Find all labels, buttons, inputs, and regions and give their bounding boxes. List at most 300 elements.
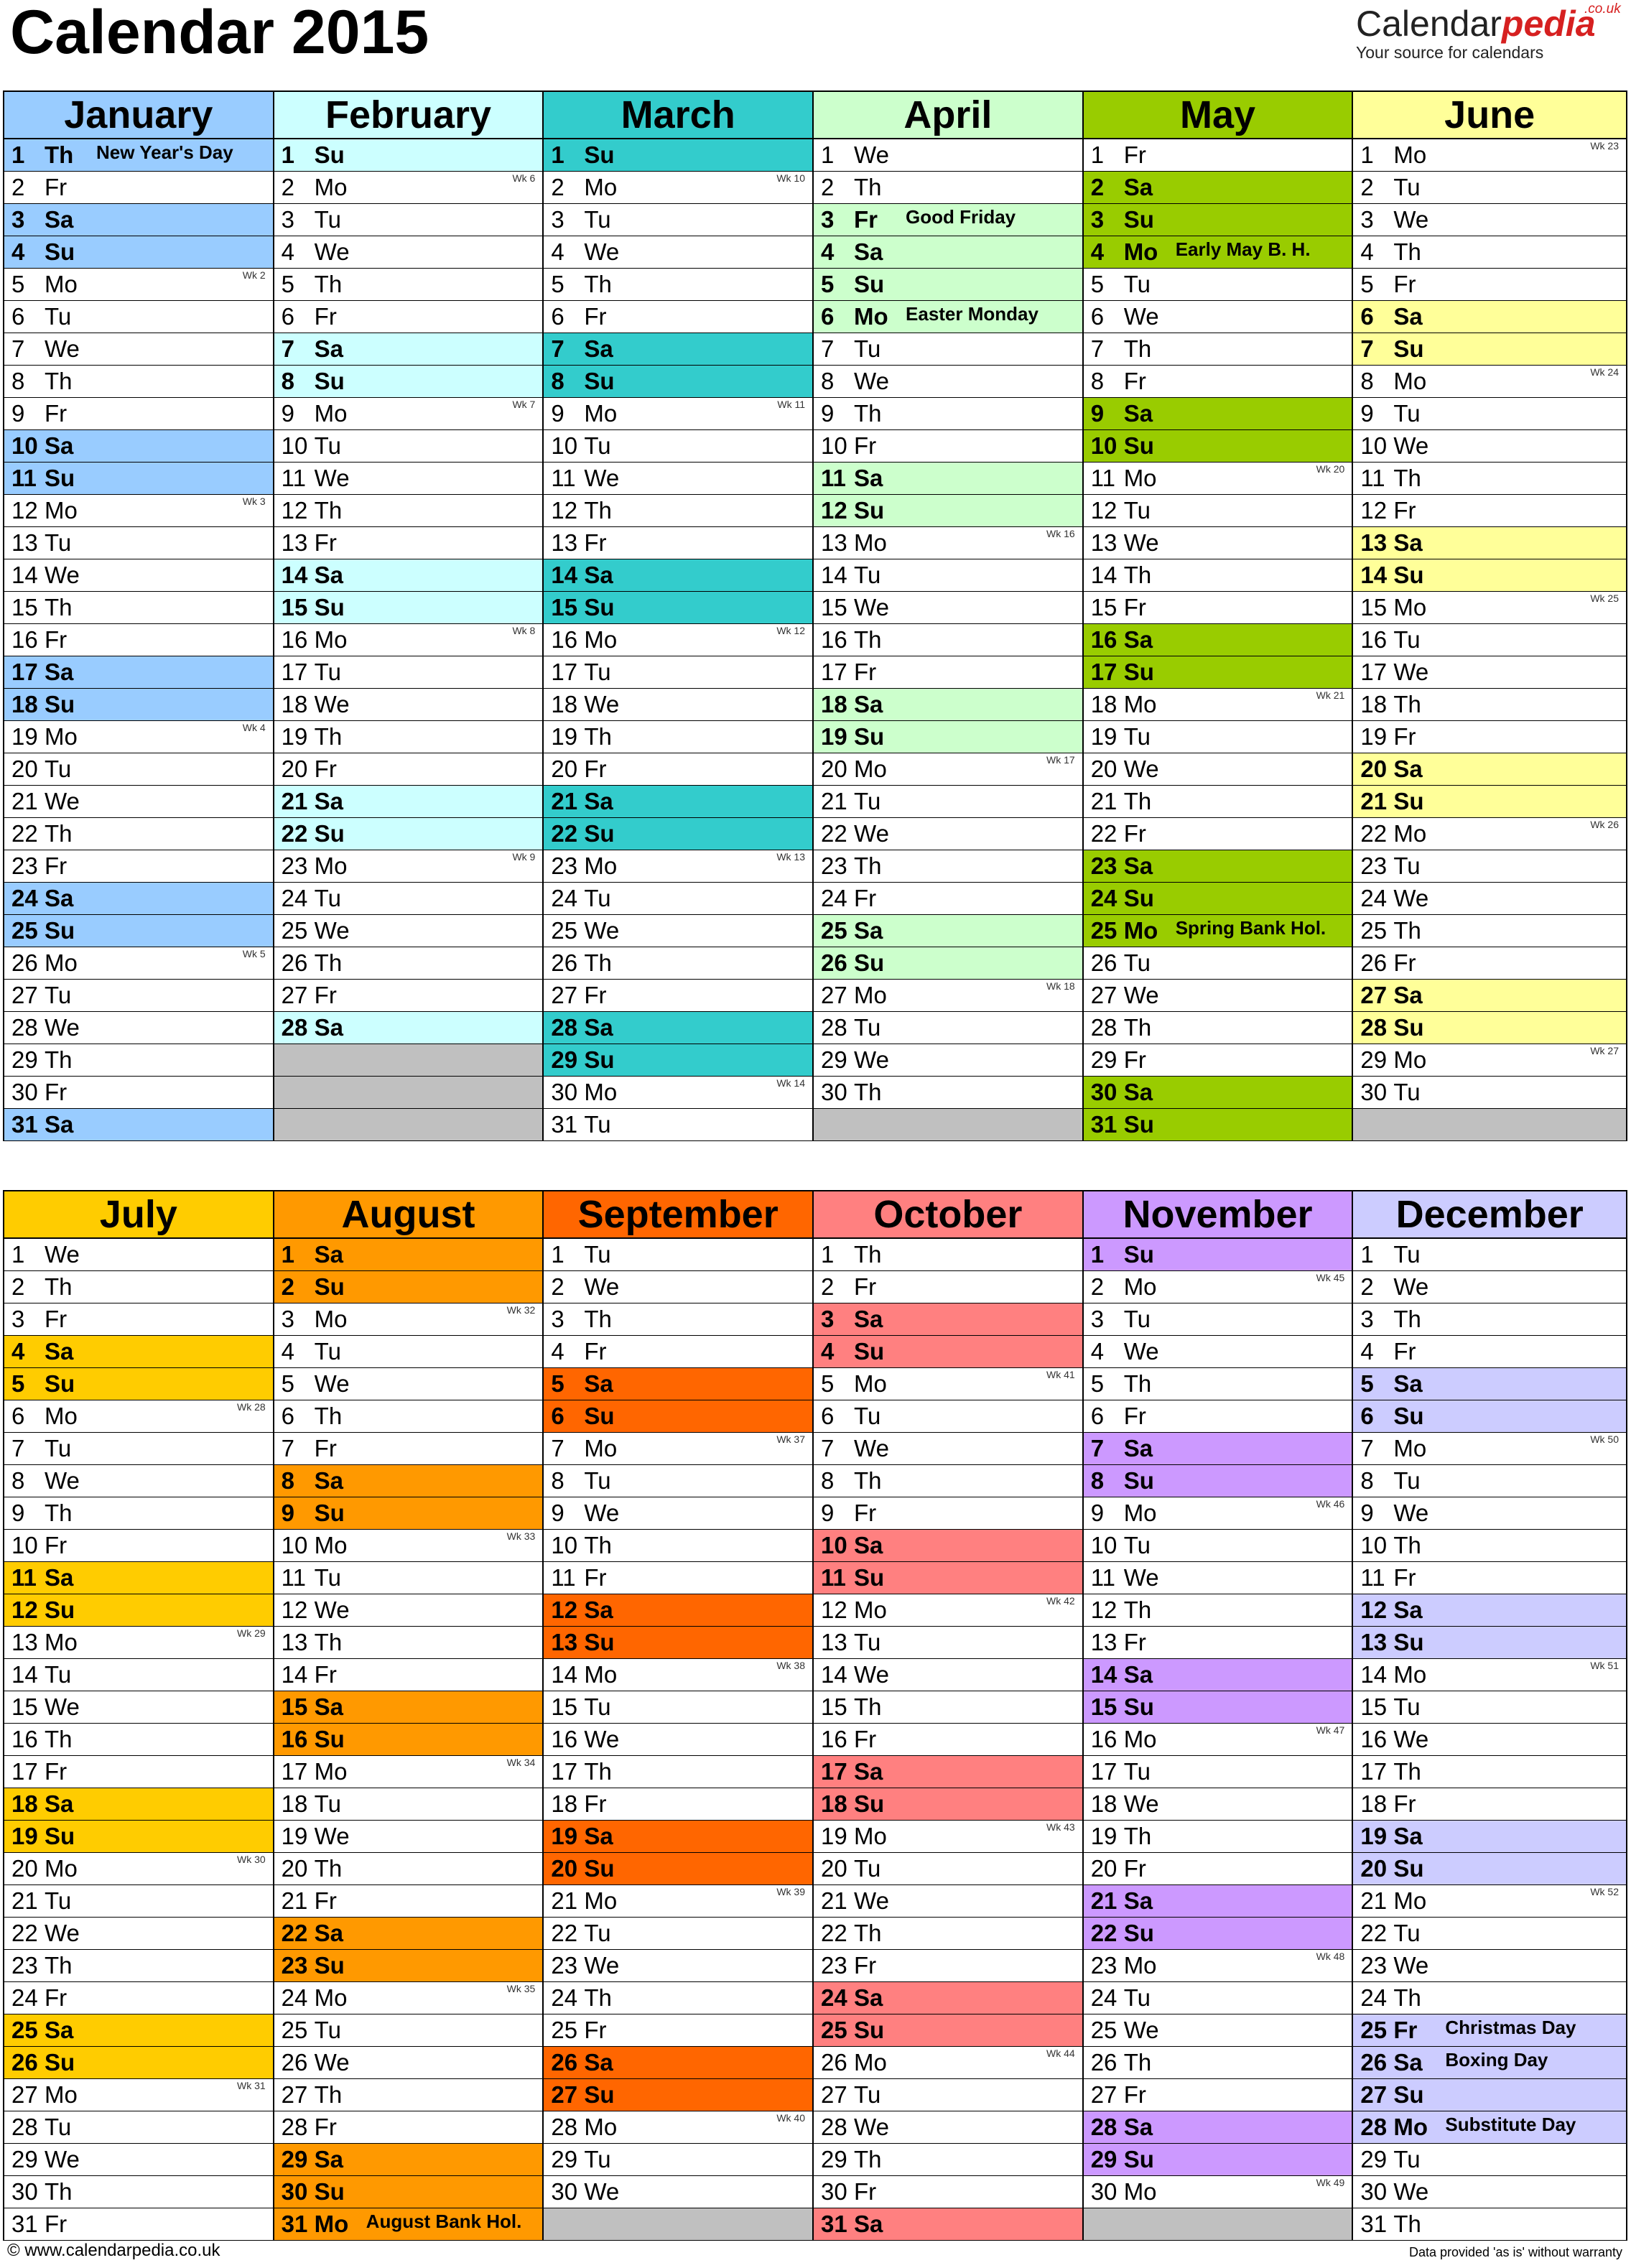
day-number: 12 bbox=[821, 1597, 847, 1623]
day-cell bbox=[1353, 2208, 1626, 2241]
day-number: 24 bbox=[1360, 1984, 1388, 2011]
day-name: We bbox=[45, 1920, 80, 1946]
day-name: Tu bbox=[1393, 1079, 1421, 1105]
day-cell bbox=[544, 980, 812, 1012]
weekend-day-cell bbox=[274, 2144, 543, 2176]
day-cell bbox=[1353, 172, 1626, 204]
day-number: 18 bbox=[1360, 691, 1388, 717]
day-name: Fr bbox=[1123, 1629, 1146, 1655]
day-cell bbox=[814, 430, 1082, 463]
day-cell bbox=[1353, 1950, 1626, 1982]
day-number: 13 bbox=[11, 529, 38, 556]
weekend-day-cell bbox=[814, 2014, 1082, 2047]
day-cell bbox=[274, 1627, 543, 1659]
day-cell bbox=[814, 1853, 1082, 1885]
week-number: Wk 32 bbox=[506, 1304, 536, 1316]
day-number: 7 bbox=[821, 335, 835, 362]
day-name: Su bbox=[584, 820, 615, 847]
day-name: Sa bbox=[1393, 1823, 1423, 1849]
day-name: Sa bbox=[584, 1370, 613, 1397]
day-name: Su bbox=[1123, 1467, 1154, 1494]
day-cell bbox=[1353, 1271, 1626, 1303]
day-name: Mo bbox=[1123, 917, 1158, 944]
day-name: Sa bbox=[854, 1984, 883, 2011]
holiday-day-cell bbox=[4, 139, 273, 172]
holiday-label: Substitute Day bbox=[1445, 2114, 1576, 2135]
week-number: Wk 48 bbox=[1316, 1951, 1345, 1962]
day-name: Sa bbox=[314, 335, 344, 362]
day-number: 17 bbox=[11, 1758, 38, 1785]
weekend-day-cell bbox=[274, 366, 543, 398]
day-name: Th bbox=[584, 723, 612, 750]
day-cell bbox=[1353, 269, 1626, 301]
day-name: Sa bbox=[314, 1693, 344, 1720]
day-number: 24 bbox=[1090, 1984, 1117, 2011]
day-cell bbox=[544, 1788, 812, 1821]
day-number: 6 bbox=[1360, 303, 1374, 330]
day-number: 20 bbox=[11, 1855, 38, 1882]
day-number: 16 bbox=[11, 626, 38, 653]
day-name: Tu bbox=[1123, 1984, 1151, 2011]
week-number: Wk 44 bbox=[1046, 2048, 1075, 2059]
day-number: 23 bbox=[821, 852, 847, 879]
day-number: 25 bbox=[281, 917, 308, 944]
day-number: 15 bbox=[821, 1693, 847, 1720]
day-number: 15 bbox=[821, 594, 847, 621]
day-number: 3 bbox=[821, 1306, 835, 1332]
day-name: Su bbox=[45, 1823, 75, 1849]
day-cell bbox=[1084, 1788, 1352, 1821]
day-cell bbox=[4, 2208, 273, 2241]
day-name: Tu bbox=[45, 756, 72, 782]
day-number: 4 bbox=[821, 238, 835, 265]
weekend-day-cell bbox=[544, 786, 812, 818]
day-name: Fr bbox=[854, 885, 877, 911]
day-number: 9 bbox=[1090, 1500, 1105, 1526]
weekend-day-cell bbox=[1353, 1627, 1626, 1659]
day-number: 20 bbox=[1090, 756, 1117, 782]
day-cell bbox=[274, 1562, 543, 1594]
weekend-day-cell bbox=[544, 139, 812, 172]
day-cell bbox=[544, 2176, 812, 2208]
day-number: 23 bbox=[821, 1952, 847, 1979]
day-name: Sa bbox=[314, 1920, 344, 1946]
week-number: Wk 18 bbox=[1046, 980, 1075, 992]
day-number: 28 bbox=[11, 1014, 38, 1041]
day-number: 18 bbox=[1360, 1790, 1388, 1817]
weekend-day-cell bbox=[274, 559, 543, 592]
day-name: Mo bbox=[584, 1887, 618, 1914]
day-name: Th bbox=[1123, 1370, 1152, 1397]
day-number: 1 bbox=[281, 141, 295, 168]
day-number: 20 bbox=[11, 756, 38, 782]
day-number: 14 bbox=[281, 1661, 308, 1688]
day-number: 30 bbox=[821, 2178, 847, 2205]
day-number: 13 bbox=[281, 529, 308, 556]
day-name: We bbox=[1123, 2017, 1159, 2043]
day-name: Tu bbox=[45, 1887, 72, 1914]
day-number: 27 bbox=[821, 2081, 847, 2108]
day-name: Su bbox=[584, 2081, 615, 2108]
day-name: We bbox=[314, 238, 350, 265]
day-number: 8 bbox=[1360, 368, 1374, 394]
day-number: 11 bbox=[11, 1564, 37, 1591]
day-number: 19 bbox=[821, 723, 847, 750]
day-number: 28 bbox=[281, 1014, 308, 1041]
holiday-day-cell bbox=[814, 204, 1082, 236]
day-number: 20 bbox=[1360, 1855, 1388, 1882]
day-cell bbox=[544, 236, 812, 269]
brand-name bbox=[1356, 6, 1622, 42]
day-number: 28 bbox=[1360, 1014, 1388, 1041]
week-number: Wk 29 bbox=[236, 1627, 266, 1639]
day-number: 13 bbox=[1090, 1629, 1117, 1655]
day-cell bbox=[814, 1627, 1082, 1659]
day-name: Sa bbox=[314, 562, 344, 588]
day-cell bbox=[1353, 139, 1626, 172]
day-number: 23 bbox=[1360, 852, 1388, 879]
weekend-day-cell bbox=[1353, 1012, 1626, 1044]
day-name: Fr bbox=[1393, 723, 1416, 750]
day-cell bbox=[544, 1465, 812, 1497]
day-number: 28 bbox=[821, 2114, 847, 2140]
day-cell bbox=[1084, 1982, 1352, 2014]
day-name: We bbox=[1123, 303, 1159, 330]
day-number: 4 bbox=[551, 1338, 564, 1365]
day-name: We bbox=[1393, 885, 1429, 911]
day-number: 27 bbox=[1360, 2081, 1388, 2108]
day-cell bbox=[1353, 1788, 1626, 1821]
day-number: 18 bbox=[821, 691, 847, 717]
day-cell bbox=[274, 656, 543, 689]
day-cell bbox=[814, 559, 1082, 592]
day-number: 29 bbox=[821, 2146, 847, 2172]
day-number: 30 bbox=[551, 2178, 578, 2205]
day-cell bbox=[274, 236, 543, 269]
day-name: We bbox=[584, 238, 620, 265]
day-name: Mo bbox=[45, 1855, 78, 1882]
day-cell bbox=[274, 204, 543, 236]
day-name: Th bbox=[1393, 917, 1421, 944]
day-cell bbox=[544, 753, 812, 786]
day-name: We bbox=[584, 1273, 620, 1300]
day-number: 31 bbox=[1090, 1111, 1117, 1138]
day-name: Th bbox=[45, 1273, 73, 1300]
day-name: We bbox=[1123, 1790, 1159, 1817]
day-number: 2 bbox=[821, 174, 835, 200]
day-name: Tu bbox=[1393, 174, 1421, 200]
day-name: Tu bbox=[1393, 2146, 1421, 2172]
day-number: 12 bbox=[821, 497, 847, 524]
day-number: 16 bbox=[281, 1726, 308, 1752]
day-number: 13 bbox=[281, 1629, 308, 1655]
day-cell bbox=[814, 1918, 1082, 1950]
day-number: 14 bbox=[1090, 1661, 1117, 1688]
day-number: 5 bbox=[281, 271, 295, 297]
day-number: 7 bbox=[281, 1435, 295, 1461]
weekend-day-cell bbox=[544, 1400, 812, 1433]
day-name: Th bbox=[45, 141, 74, 168]
day-number: 20 bbox=[1090, 1855, 1117, 1882]
day-number: 24 bbox=[11, 885, 38, 911]
day-name: Sa bbox=[314, 1014, 344, 1041]
day-name: Fr bbox=[45, 400, 68, 427]
week-number: Wk 40 bbox=[776, 2112, 806, 2124]
day-cell bbox=[544, 301, 812, 333]
day-cell bbox=[544, 689, 812, 721]
day-name: Th bbox=[854, 1920, 882, 1946]
day-number: 2 bbox=[821, 1273, 835, 1300]
day-cell bbox=[1084, 1627, 1352, 1659]
weekend-day-cell bbox=[4, 1368, 273, 1400]
day-name: Su bbox=[1393, 562, 1424, 588]
day-name: Tu bbox=[314, 2017, 341, 2043]
day-number: 30 bbox=[821, 1079, 847, 1105]
day-cell bbox=[4, 1627, 273, 1659]
day-name: Mo bbox=[584, 1661, 618, 1688]
day-number: 16 bbox=[1090, 626, 1117, 653]
day-name: Mo bbox=[1123, 1952, 1157, 1979]
day-cell bbox=[4, 1465, 273, 1497]
weekend-day-cell bbox=[1084, 1433, 1352, 1465]
day-name: Mo bbox=[1123, 1273, 1157, 1300]
day-number: 30 bbox=[1090, 2178, 1117, 2205]
day-cell bbox=[1353, 2176, 1626, 2208]
day-cell bbox=[1084, 1756, 1352, 1788]
day-number: 25 bbox=[821, 2017, 847, 2043]
day-name: Mo bbox=[1393, 1435, 1427, 1461]
day-number: 22 bbox=[551, 820, 578, 847]
day-number: 5 bbox=[1090, 271, 1105, 297]
day-number: 20 bbox=[551, 1855, 578, 1882]
day-cell bbox=[1084, 721, 1352, 753]
day-cell bbox=[1084, 1562, 1352, 1594]
day-cell bbox=[274, 172, 543, 204]
day-cell bbox=[4, 1271, 273, 1303]
day-cell bbox=[1353, 1497, 1626, 1530]
day-number: 30 bbox=[551, 1079, 578, 1105]
day-cell bbox=[274, 463, 543, 495]
day-cell bbox=[544, 172, 812, 204]
weekend-day-cell bbox=[1084, 2111, 1352, 2144]
day-name: We bbox=[314, 1370, 350, 1397]
day-cell bbox=[814, 883, 1082, 915]
day-name: Fr bbox=[854, 1273, 877, 1300]
day-number: 7 bbox=[1360, 335, 1374, 362]
day-cell bbox=[274, 2079, 543, 2111]
day-number: 20 bbox=[281, 1855, 308, 1882]
day-name: Tu bbox=[1123, 497, 1151, 524]
day-name: Th bbox=[854, 1467, 882, 1494]
weekend-day-cell bbox=[274, 1465, 543, 1497]
day-cell bbox=[1353, 818, 1626, 850]
day-name: Su bbox=[854, 1338, 885, 1365]
weekend-day-cell bbox=[544, 333, 812, 366]
day-cell bbox=[4, 1982, 273, 2014]
day-name: Mo bbox=[584, 174, 618, 200]
day-name: Sa bbox=[1123, 1435, 1153, 1461]
day-number: 17 bbox=[821, 1758, 847, 1785]
day-number: 24 bbox=[551, 1984, 578, 2011]
day-number: 28 bbox=[1090, 2114, 1117, 2140]
day-number: 8 bbox=[281, 1467, 295, 1494]
day-number: 10 bbox=[551, 1532, 578, 1558]
day-name: Sa bbox=[1393, 2049, 1423, 2076]
day-name: Tu bbox=[1393, 1920, 1421, 1946]
day-name: We bbox=[45, 1014, 80, 1041]
day-number: 21 bbox=[1360, 788, 1388, 814]
day-name: Fr bbox=[584, 2017, 607, 2043]
weekend-day-cell bbox=[544, 1853, 812, 1885]
day-name: Sa bbox=[45, 659, 74, 685]
day-number: 21 bbox=[1090, 788, 1117, 814]
day-cell bbox=[1084, 2014, 1352, 2047]
day-name: Th bbox=[1123, 562, 1152, 588]
day-cell bbox=[814, 2176, 1082, 2208]
day-number: 25 bbox=[551, 917, 578, 944]
day-name: Th bbox=[1123, 1823, 1152, 1849]
day-number: 24 bbox=[821, 1984, 847, 2011]
day-cell bbox=[1353, 398, 1626, 430]
day-number: 21 bbox=[1360, 1887, 1388, 1914]
week-number: Wk 10 bbox=[776, 172, 806, 184]
day-name: Su bbox=[314, 368, 345, 394]
day-number: 23 bbox=[281, 852, 308, 879]
day-name: We bbox=[1393, 2178, 1429, 2205]
day-number: 16 bbox=[11, 1726, 38, 1752]
day-name: Sa bbox=[1123, 2114, 1153, 2140]
day-name: Fr bbox=[45, 1079, 68, 1105]
day-name: Fr bbox=[314, 529, 337, 556]
day-number: 9 bbox=[821, 400, 835, 427]
day-cell bbox=[544, 1271, 812, 1303]
day-cell bbox=[274, 753, 543, 786]
day-name: Th bbox=[45, 368, 73, 394]
day-name: Sa bbox=[45, 206, 74, 233]
day-name: Sa bbox=[1123, 1661, 1153, 1688]
month-header: December bbox=[1353, 1190, 1626, 1239]
day-cell bbox=[4, 1659, 273, 1691]
weekend-day-cell bbox=[274, 1497, 543, 1530]
day-name: We bbox=[854, 141, 889, 168]
day-name: Th bbox=[314, 723, 343, 750]
weekend-day-cell bbox=[4, 2047, 273, 2079]
day-name: Fr bbox=[854, 2178, 877, 2205]
day-number: 4 bbox=[281, 1338, 295, 1365]
day-number: 29 bbox=[281, 2146, 308, 2172]
day-name: Th bbox=[584, 497, 612, 524]
weekend-day-cell bbox=[1084, 1659, 1352, 1691]
day-number: 21 bbox=[281, 1887, 308, 1914]
day-name: Th bbox=[584, 1984, 612, 2011]
day-name: Fr bbox=[1123, 1403, 1146, 1429]
day-number: 17 bbox=[11, 659, 38, 685]
day-cell bbox=[1084, 1497, 1352, 1530]
day-name: Tu bbox=[314, 885, 341, 911]
day-name: Tu bbox=[1123, 1306, 1151, 1332]
day-cell bbox=[814, 1885, 1082, 1918]
day-cell bbox=[544, 269, 812, 301]
day-name: We bbox=[45, 2146, 80, 2172]
weekend-day-cell bbox=[544, 1368, 812, 1400]
day-cell bbox=[814, 1724, 1082, 1756]
day-number: 6 bbox=[1090, 303, 1105, 330]
day-number: 17 bbox=[551, 1758, 578, 1785]
day-cell bbox=[1353, 366, 1626, 398]
weekend-day-cell bbox=[814, 1336, 1082, 1368]
day-name: We bbox=[1123, 529, 1159, 556]
week-number: Wk 39 bbox=[776, 1886, 806, 1897]
day-name: Su bbox=[1393, 335, 1424, 362]
brand-logo[interactable] bbox=[1356, 1, 1622, 63]
day-number: 29 bbox=[1090, 2146, 1117, 2172]
day-name: Su bbox=[584, 1629, 615, 1655]
day-name: Tu bbox=[584, 659, 611, 685]
day-number: 23 bbox=[1090, 1952, 1117, 1979]
day-name: We bbox=[854, 2114, 889, 2140]
day-cell bbox=[4, 721, 273, 753]
day-number: 5 bbox=[551, 271, 564, 297]
day-number: 13 bbox=[1360, 1629, 1388, 1655]
day-cell bbox=[4, 1691, 273, 1724]
week-number: Wk 14 bbox=[776, 1077, 806, 1089]
weekend-day-cell bbox=[1084, 850, 1352, 883]
day-cell bbox=[1353, 850, 1626, 883]
day-name: Sa bbox=[1393, 982, 1423, 1008]
day-name: Th bbox=[584, 949, 612, 976]
day-name: We bbox=[1123, 1564, 1159, 1591]
day-name: Mo bbox=[584, 1079, 618, 1105]
day-number: 30 bbox=[1090, 1079, 1117, 1105]
day-name: Su bbox=[584, 594, 615, 621]
weekend-day-cell bbox=[544, 1821, 812, 1853]
day-cell bbox=[544, 1433, 812, 1465]
weekend-day-cell bbox=[4, 656, 273, 689]
day-number: 13 bbox=[821, 1629, 847, 1655]
day-number: 3 bbox=[551, 1306, 564, 1332]
day-number: 23 bbox=[11, 852, 38, 879]
day-number: 4 bbox=[1360, 238, 1374, 265]
day-number: 2 bbox=[1090, 1273, 1105, 1300]
day-cell bbox=[1084, 559, 1352, 592]
day-number: 10 bbox=[11, 1532, 38, 1558]
day-number: 23 bbox=[281, 1952, 308, 1979]
day-cell bbox=[1353, 1885, 1626, 1918]
day-cell bbox=[4, 1400, 273, 1433]
day-cell bbox=[544, 1691, 812, 1724]
day-name: Tu bbox=[584, 1693, 611, 1720]
day-number: 13 bbox=[1360, 529, 1388, 556]
weekend-day-cell bbox=[1353, 1594, 1626, 1627]
week-number: Wk 13 bbox=[776, 851, 806, 863]
calendar-second-half bbox=[3, 1190, 1627, 2241]
footer-website[interactable]: © www.calendarpedia.co.uk bbox=[7, 2241, 220, 2260]
day-name: Tu bbox=[314, 1790, 341, 1817]
day-name: Su bbox=[854, 723, 885, 750]
day-number: 24 bbox=[551, 885, 578, 911]
day-number: 5 bbox=[11, 1370, 25, 1397]
day-name: Su bbox=[314, 1500, 345, 1526]
week-number: Wk 25 bbox=[1590, 592, 1620, 604]
day-name: Su bbox=[584, 1403, 615, 1429]
day-cell bbox=[4, 398, 273, 430]
day-number: 27 bbox=[11, 982, 38, 1008]
day-name: Tu bbox=[1393, 626, 1421, 653]
day-number: 26 bbox=[1360, 949, 1388, 976]
day-cell bbox=[274, 980, 543, 1012]
day-number: 8 bbox=[1090, 1467, 1105, 1494]
day-name: Sa bbox=[584, 1014, 613, 1041]
